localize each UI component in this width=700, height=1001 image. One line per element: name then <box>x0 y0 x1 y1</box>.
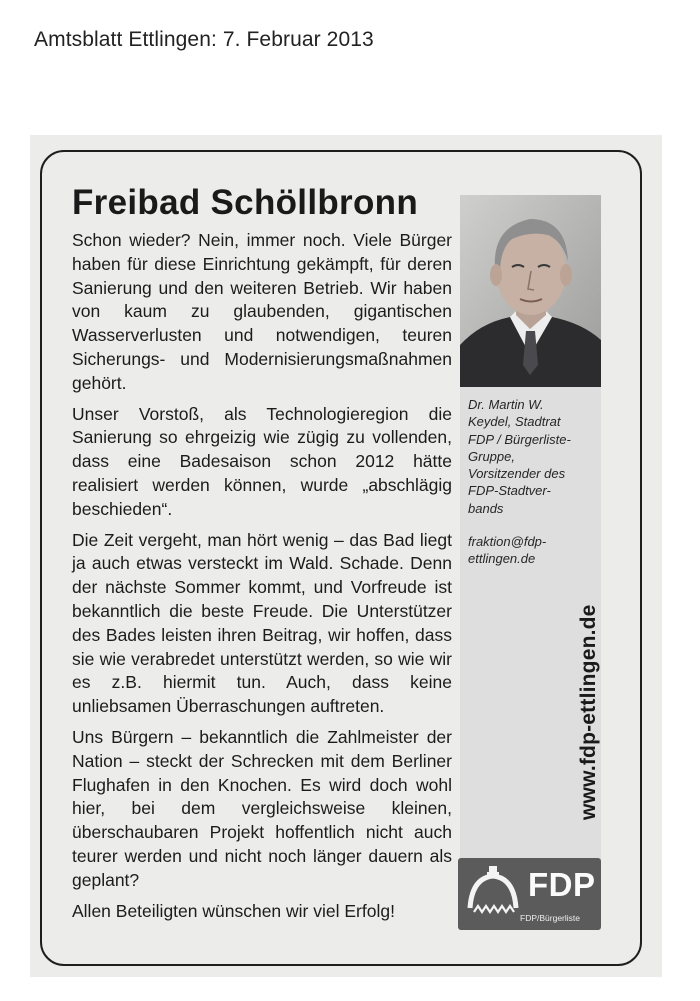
article-paragraph-5: Allen Beteiligten wünschen wir viel Erfolg! <box>72 900 395 921</box>
caption-line: Gruppe, <box>468 448 515 464</box>
caption-line: Keydel, Stadtrat <box>468 414 561 430</box>
publication-header: Amtsblatt Ettlingen: 7. Februar 2013 <box>34 28 374 51</box>
email-line: fraktion@fdp- <box>468 534 547 549</box>
contact-email[interactable] <box>468 533 596 568</box>
caption-line: FDP-Stadtver- <box>468 483 551 499</box>
caption-line: Vorsitzender des <box>468 466 566 482</box>
article-title: Freibad Schöllbronn <box>72 183 418 222</box>
author-caption <box>468 396 596 517</box>
caption-line: bands <box>468 500 504 516</box>
fdp-logo <box>458 858 601 930</box>
logo-subtitle: FDP/Bürgerliste <box>520 913 580 923</box>
website-url[interactable]: www.fdp-ettlingen.de <box>577 604 600 820</box>
article-paragraph-1: Schon wieder? Nein, immer noch. Viele Bürger haben für diese Einrichtung gekämpft, für deren Sanierung und den weiteren Betrieb. Wir haben von kaum zu glaubenden, gigantischen Wasserverlusten und notwendigen, teuren Sicherungs- und Modernisierungsmaßnahmen gehört. <box>72 230 452 393</box>
logo-wordmark: FDP <box>528 866 596 903</box>
article-paragraph-2: Unser Vorstoß, als Technologieregion die Sanierung so ehrgeizig wie zügig zu vollenden, dass eine Badesaison schon 2012 hätte realisiert werden können, wurde „abschlägig beschieden“. <box>72 403 452 519</box>
article-body <box>72 229 452 930</box>
caption-line: FDP / Bürgerliste- <box>468 431 571 447</box>
email-line: ettlingen.de <box>468 551 536 567</box>
author-portrait <box>460 195 601 387</box>
caption-line: Dr. Martin W. <box>468 397 544 412</box>
castle-arch-icon <box>466 864 522 922</box>
article-paragraph-3: Die Zeit vergeht, man hört wenig – das Bad liegt ja auch etwas versteckt im Wald. Schade. Denn der nächste Sommer kommt, und Vorfreude ist bekanntlich die beste Freude. Die Unterstützer des Bades leisten ihren Beitrag, wir hoffen, dass sie wie verabredet unterstützt werden, so wie wir es z.B. hiermit tun. Auch, dass keine unliebsamen Überraschungen auftreten. <box>72 529 452 717</box>
article-paragraph-4: Uns Bürgern – bekanntlich die Zahlmeister der Nation – steckt der Schrecken mit dem Berliner Flughafen in den Knochen. Es wird doch wohl hier, bei dem vergleichsweise kleinen, überschaubaren Projekt hoffentlich nicht auch teurer werden und nicht noch länger dauern als geplant? <box>72 726 452 890</box>
